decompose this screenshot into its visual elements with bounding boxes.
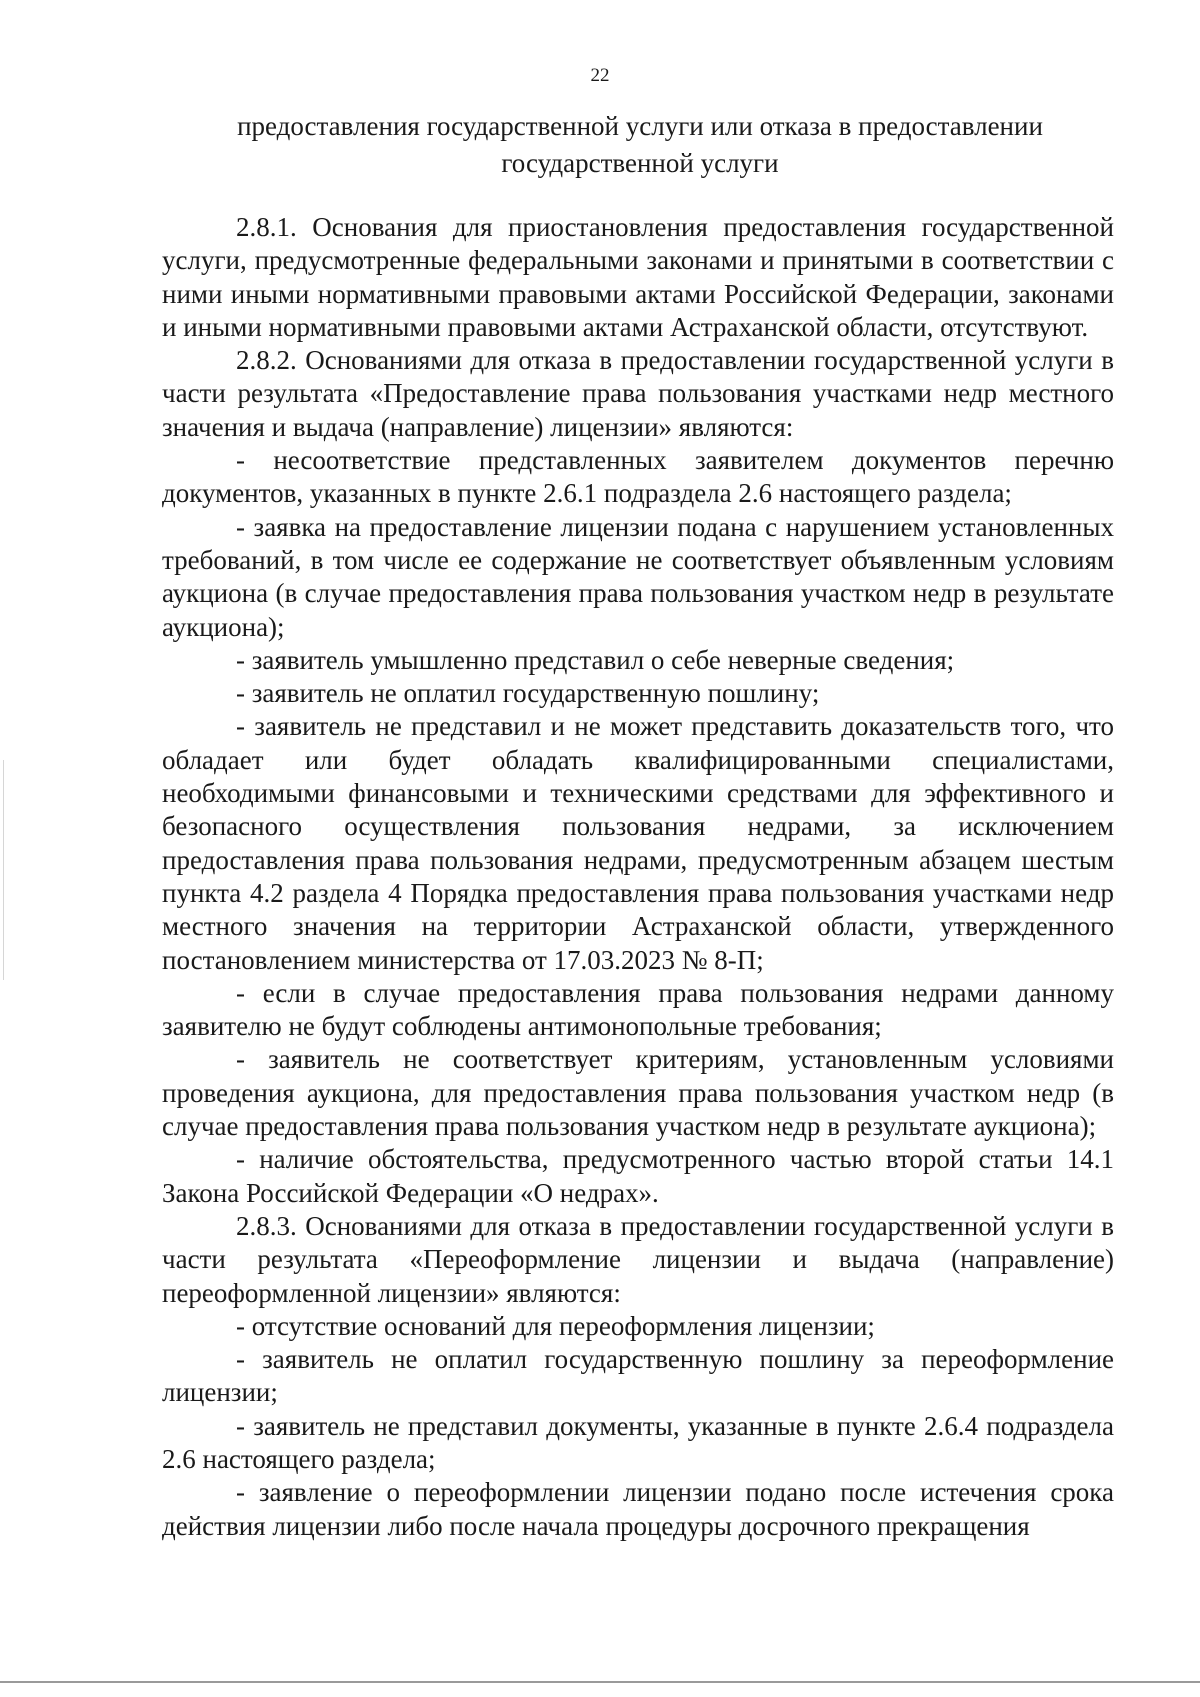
list-item: - заявитель не представил и не может представить доказательств того, что обладает или будет обладать квалифицированными специалистами, необходимыми финансовыми и техническими средствами для эффективного и безопасного осуществления пользования недрами, за исключением предоставления права пользования недрами, предусмотренным абзацем шестым пункта 4.2 раздела 4 Порядка предоставления права пользования участками недр местного значения на территории Астраханской области, утвержденного постановлением министерства от 17.03.2023 № 8-П;	[162, 711, 1114, 975]
list-item: - отсутствие оснований для переоформления лицензии;	[236, 1310, 875, 1341]
list-item: - заявка на предоставление лицензии подана с нарушением установленных требований, в том числе ее содержание не соответствует объявленным условиям аукциона (в случае предоставления права пользования участком недр в результате аукциона);	[162, 511, 1114, 642]
page-number: 22	[590, 65, 610, 86]
paragraph-2-8-3: 2.8.3. Основаниями для отказа в предоставлении государственной услуги в части результата «Переоформление лицензии и выдача (направление) переоформленной лицензии» являются:	[162, 1210, 1114, 1308]
list-item: - заявитель не оплатил государственную пошлину;	[236, 678, 820, 709]
scan-edge-left	[3, 760, 4, 980]
list-item: - заявитель не представил документы, указанные в пункте 2.6.4 подраздела 2.6 настоящего раздела;	[162, 1410, 1114, 1474]
list-item: - заявитель не соответствует критериям, установленным условиями проведения аукциона, для предоставления права пользования участком недр (в случае предоставления права пользования участком недр в результате аукциона);	[162, 1044, 1114, 1142]
list-item: - заявитель не оплатил государственную пошлину за переоформление лицензии;	[162, 1344, 1114, 1408]
list-item: - наличие обстоятельства, предусмотренного частью второй статьи 14.1 Закона Российской Федерации «О недрах».	[162, 1144, 1114, 1208]
list-item: - если в случае предоставления права пользования недрами данному заявителю не будут соблюдены антимонопольные требования;	[162, 977, 1114, 1042]
scan-edge-bottom	[0, 1681, 1200, 1683]
list-item: - заявление о переоформлении лицензии подано после истечения срока действия лицензии либо после начала процедуры досрочного прекращения	[162, 1477, 1114, 1541]
paragraph-2-8-2: 2.8.2. Основаниями для отказа в предоставлении государственной услуги в части результата «Предоставление права пользования участками недр местного значения и выдача (направление) лицензии» являются:	[162, 345, 1114, 442]
list-item: - заявитель умышленно представил о себе неверные сведения;	[236, 644, 955, 675]
paragraph-2-8-1: 2.8.1. Основания для приостановления предоставления государственной услуги, предусмотренные федеральными законами и принятыми в соответствии с ними иными нормативными правовыми актами Российской Федерации, законами и иными нормативными правовыми актами Астраханской области, отсутствуют.	[162, 212, 1114, 342]
document-body	[162, 211, 1114, 1543]
list-item: - несоответствие представленных заявителем документов перечню документов, указанных в пункте 2.6.1 подраздела 2.6 настоящего раздела;	[162, 445, 1114, 509]
section-heading: предоставления государственной услуги или отказа в предоставлении государственной услуги	[237, 111, 1043, 178]
